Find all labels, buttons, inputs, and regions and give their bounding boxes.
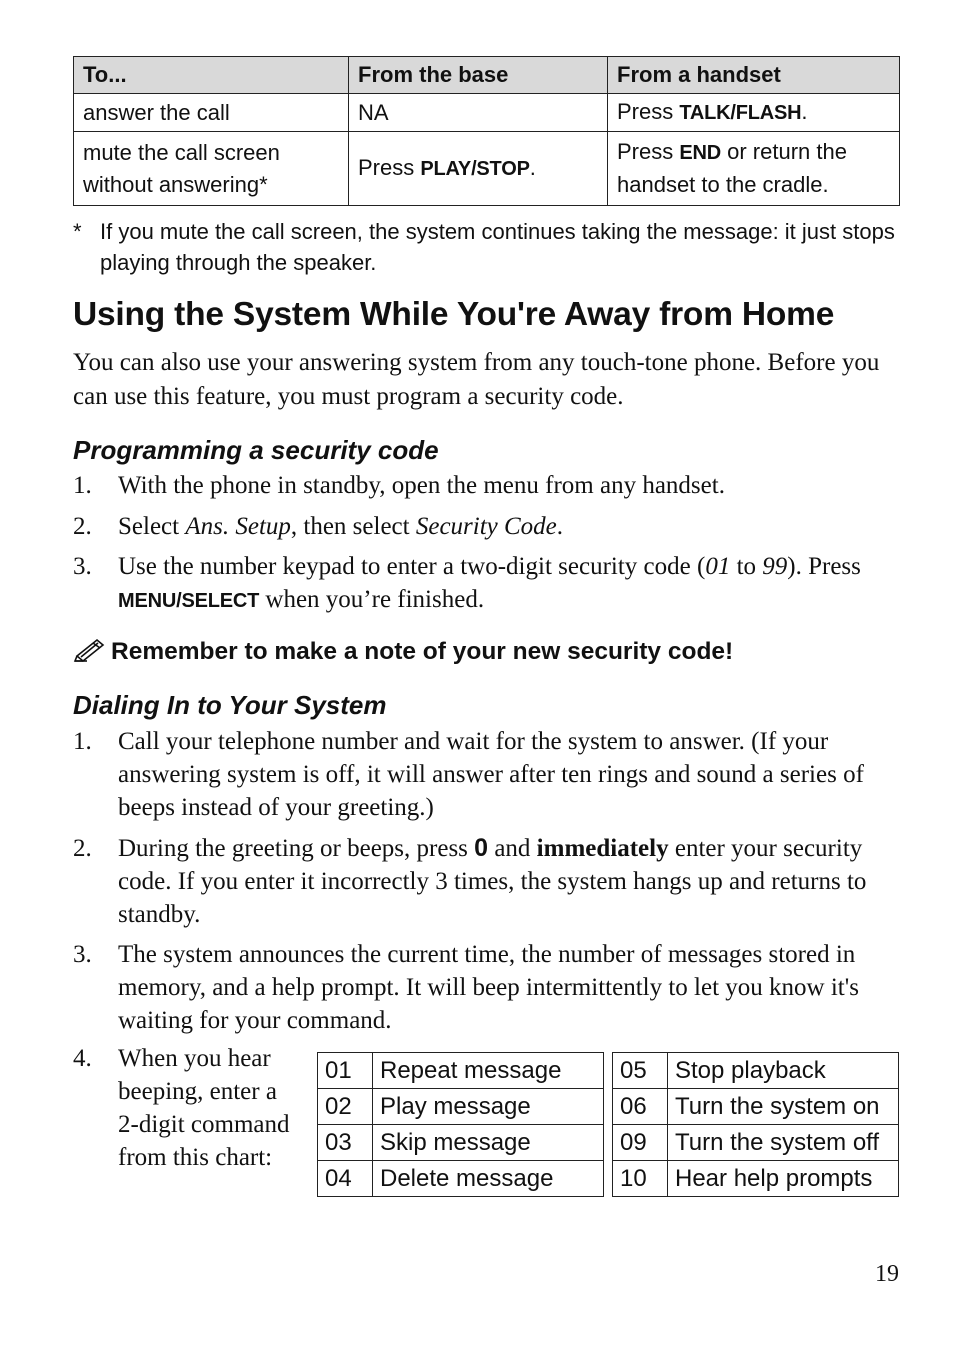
intro-paragraph: You can also use your answering system from any touch-tone phone. Before you can use this feature, you must program a security code. [73, 349, 880, 410]
cell-to: answer the call [74, 94, 349, 132]
command-table-left [317, 1052, 604, 1197]
table-row: 10 Hear help prompts [613, 1161, 899, 1197]
key-label: END [679, 142, 721, 164]
section-heading: Using the System While You're Away from Home [73, 296, 835, 333]
pencil-icon [73, 636, 111, 669]
table-row: 02 Play message [318, 1089, 604, 1125]
cell-to: mute the call screen without answering* [74, 132, 349, 206]
key-label: TALK/FLASH [679, 102, 802, 124]
table-row [74, 94, 900, 132]
list-item: 3. The system announces the current time, the number of messages stored in memory, and a help prompt. It will beep intermittently to let you know it's waiting for your command. [73, 941, 859, 1034]
list-item: 1. With the phone in standby, open the menu from any handset. [73, 472, 725, 499]
list-item: 4. When you hear beeping, enter a 2-digit command from this chart: [73, 1045, 290, 1171]
list-item: 1. Call your telephone number and wait for the system to answer. (If your answering system is off, it will answer after ten rings and sound a series of beeps instead of your greeting.) [73, 728, 864, 821]
list-item: 2. During the greeting or beeps, press 0 and immediately enter your security code. If you enter it incorrectly 3 times, the system hangs up and returns to standby. [73, 834, 867, 928]
table-row: 04 Delete message [318, 1161, 604, 1197]
list-item: 2. Select Ans. Setup, then select Security Code. [73, 513, 564, 540]
header-to: To... [74, 57, 349, 94]
table-row: 01 Repeat message [318, 1053, 604, 1089]
footnote-text: If you mute the call screen, the system continues taking the message: it just stops playing through the speaker. [100, 219, 895, 275]
cell-handset: Press END or return the handset to the cradle. [608, 132, 900, 206]
list-item: 3. Use the number keypad to enter a two-digit security code (01 to 99). Press MENU/SELECT when you’re finished. [73, 553, 861, 613]
note [73, 636, 733, 669]
page-number: 19 [875, 1261, 899, 1287]
key-label: PLAY/STOP [420, 158, 530, 180]
programming-subheading: Programming a security code [73, 435, 439, 465]
table-row [74, 132, 900, 206]
header-from-base: From the base [349, 57, 608, 94]
cell-handset: Press TALK/FLASH. [608, 94, 900, 132]
command-table-right [612, 1052, 899, 1197]
cell-base: NA [349, 94, 608, 132]
key-label: MENU/SELECT [118, 590, 260, 612]
footnote: * If you mute the call screen, the system continues taking the message: it just stops playing through the speaker. [73, 216, 903, 278]
note-text: Remember to make a note of your new security code! [111, 637, 734, 665]
key-label: 0 [474, 834, 489, 862]
table-row: 05 Stop playback [613, 1053, 899, 1089]
table-row: 06 Turn the system on [613, 1089, 899, 1125]
dialing-subheading: Dialing In to Your System [73, 690, 387, 720]
table-row: 03 Skip message [318, 1125, 604, 1161]
table-header-row [74, 57, 900, 94]
cell-base: Press PLAY/STOP. [349, 132, 608, 206]
operation-table [73, 56, 900, 206]
table-row: 09 Turn the system off [613, 1125, 899, 1161]
header-from-handset: From a handset [608, 57, 900, 94]
